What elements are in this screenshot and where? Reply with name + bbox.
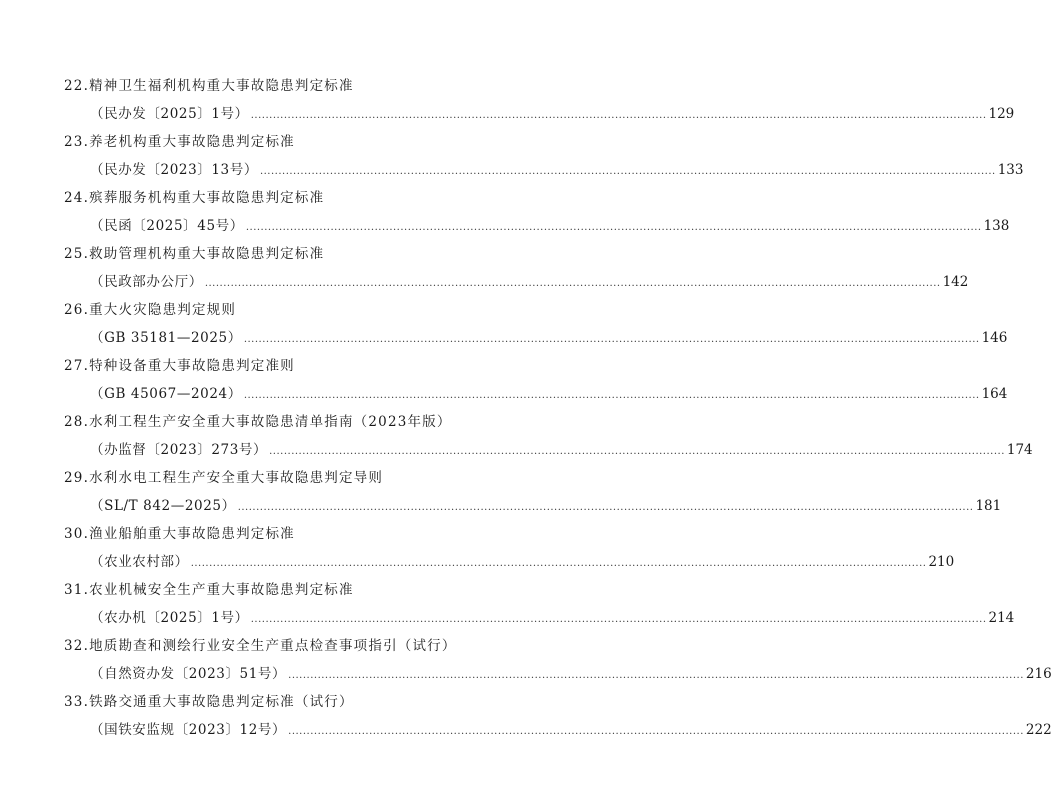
dot-leader: ........................................................................................................................................................................................................ xyxy=(250,614,987,625)
dot-leader: ........................................................................................................................................................................................................ xyxy=(259,166,996,177)
toc-entry-title: 27.特种设备重大事故隐患判定准则 xyxy=(64,358,295,374)
dot-leader: ........................................................................................................................................................................................................ xyxy=(269,446,1005,457)
toc-entry-page-number: 210 xyxy=(928,554,955,570)
toc-entry-page-number: 214 xyxy=(988,610,1015,626)
toc-entry-page-number: 146 xyxy=(981,330,1008,346)
toc-entry-document-number: （GB 45067—2024） xyxy=(90,386,242,402)
toc-entry-title: 29.水利水电工程生产安全重大事故隐患判定导则 xyxy=(64,470,384,486)
dot-leader: ........................................................................................................................................................................................................ xyxy=(288,726,1024,737)
toc-entry-page-number: 129 xyxy=(988,106,1015,122)
dot-leader: ........................................................................................................................................................................................................ xyxy=(245,222,982,233)
toc-entry-page-number: 138 xyxy=(983,218,1010,234)
toc-entry-title: 24.殡葬服务机构重大事故隐患判定标准 xyxy=(64,190,325,206)
toc-entry-source xyxy=(90,552,955,572)
dot-leader: ........................................................................................................................................................................................................ xyxy=(250,110,987,121)
toc-entry-document-number: （SL/T 842—2025） xyxy=(90,498,236,514)
toc-entry-title: 25.救助管理机构重大事故隐患判定标准 xyxy=(64,246,325,262)
dot-leader: ........................................................................................................................................................................................................ xyxy=(243,390,980,401)
toc-entry-page-number: 142 xyxy=(942,274,969,290)
toc-entry-document-number: （自然资办发〔2023〕51号） xyxy=(90,666,287,682)
toc-entry-source xyxy=(90,104,1015,124)
toc-entry-source xyxy=(90,440,1033,460)
toc-entry-title: 30.渔业船舶重大事故隐患判定标准 xyxy=(64,526,295,542)
dot-leader: ........................................................................................................................................................................................................ xyxy=(237,502,974,513)
toc-entry-title: 22.精神卫生福利机构重大事故隐患判定标准 xyxy=(64,78,354,94)
toc-entry-document-number: （农业农村部） xyxy=(90,554,189,570)
toc-entry-title: 32.地质勘查和测绘行业安全生产重点检查事项指引（试行） xyxy=(64,638,457,654)
toc-entry-source xyxy=(90,216,1010,236)
toc-entry-document-number: （办监督〔2023〕273号） xyxy=(90,442,268,458)
toc-entry-document-number: （农办机〔2025〕1号） xyxy=(90,610,249,626)
toc-entry-title: 33.铁路交通重大事故隐患判定标准（试行） xyxy=(64,694,354,710)
toc-entry-source xyxy=(90,328,1008,348)
toc-entry-page-number: 133 xyxy=(997,162,1024,178)
toc-entry-document-number: （民办发〔2025〕1号） xyxy=(90,106,249,122)
toc-entry-source xyxy=(90,608,1015,628)
toc-entry-page-number: 181 xyxy=(975,498,1002,514)
toc-entry-source xyxy=(90,384,1008,404)
dot-leader: ........................................................................................................................................................................................................ xyxy=(204,278,941,289)
toc-entry-document-number: （民函〔2025〕45号） xyxy=(90,218,244,234)
toc-entry-source xyxy=(90,664,1052,684)
toc-entry-source xyxy=(90,720,1052,740)
dot-leader: ........................................................................................................................................................................................................ xyxy=(243,334,980,345)
toc-entry-source xyxy=(90,272,969,292)
toc-entry-page-number: 216 xyxy=(1025,666,1052,682)
toc-entry-title: 23.养老机构重大事故隐患判定标准 xyxy=(64,134,295,150)
toc-entry-document-number: （GB 35181—2025） xyxy=(90,330,242,346)
toc-entry-page-number: 222 xyxy=(1025,722,1052,738)
toc-entry-source xyxy=(90,160,1024,180)
dot-leader: ........................................................................................................................................................................................................ xyxy=(190,558,927,569)
toc-entry-page-number: 164 xyxy=(981,386,1008,402)
toc-entry-document-number: （民政部办公厅） xyxy=(90,274,203,290)
dot-leader: ........................................................................................................................................................................................................ xyxy=(288,670,1024,681)
toc-entry-document-number: （民办发〔2023〕13号） xyxy=(90,162,258,178)
toc-entry-title: 28.水利工程生产安全重大事故隐患清单指南（2023年版） xyxy=(64,414,452,430)
toc-entry-page-number: 174 xyxy=(1006,442,1033,458)
toc-entry-document-number: （国铁安监规〔2023〕12号） xyxy=(90,722,287,738)
toc-entry-title: 26.重大火灾隐患判定规则 xyxy=(64,302,237,318)
toc-entry-source xyxy=(90,496,1002,516)
toc-entry-title: 31.农业机械安全生产重大事故隐患判定标准 xyxy=(64,582,354,598)
